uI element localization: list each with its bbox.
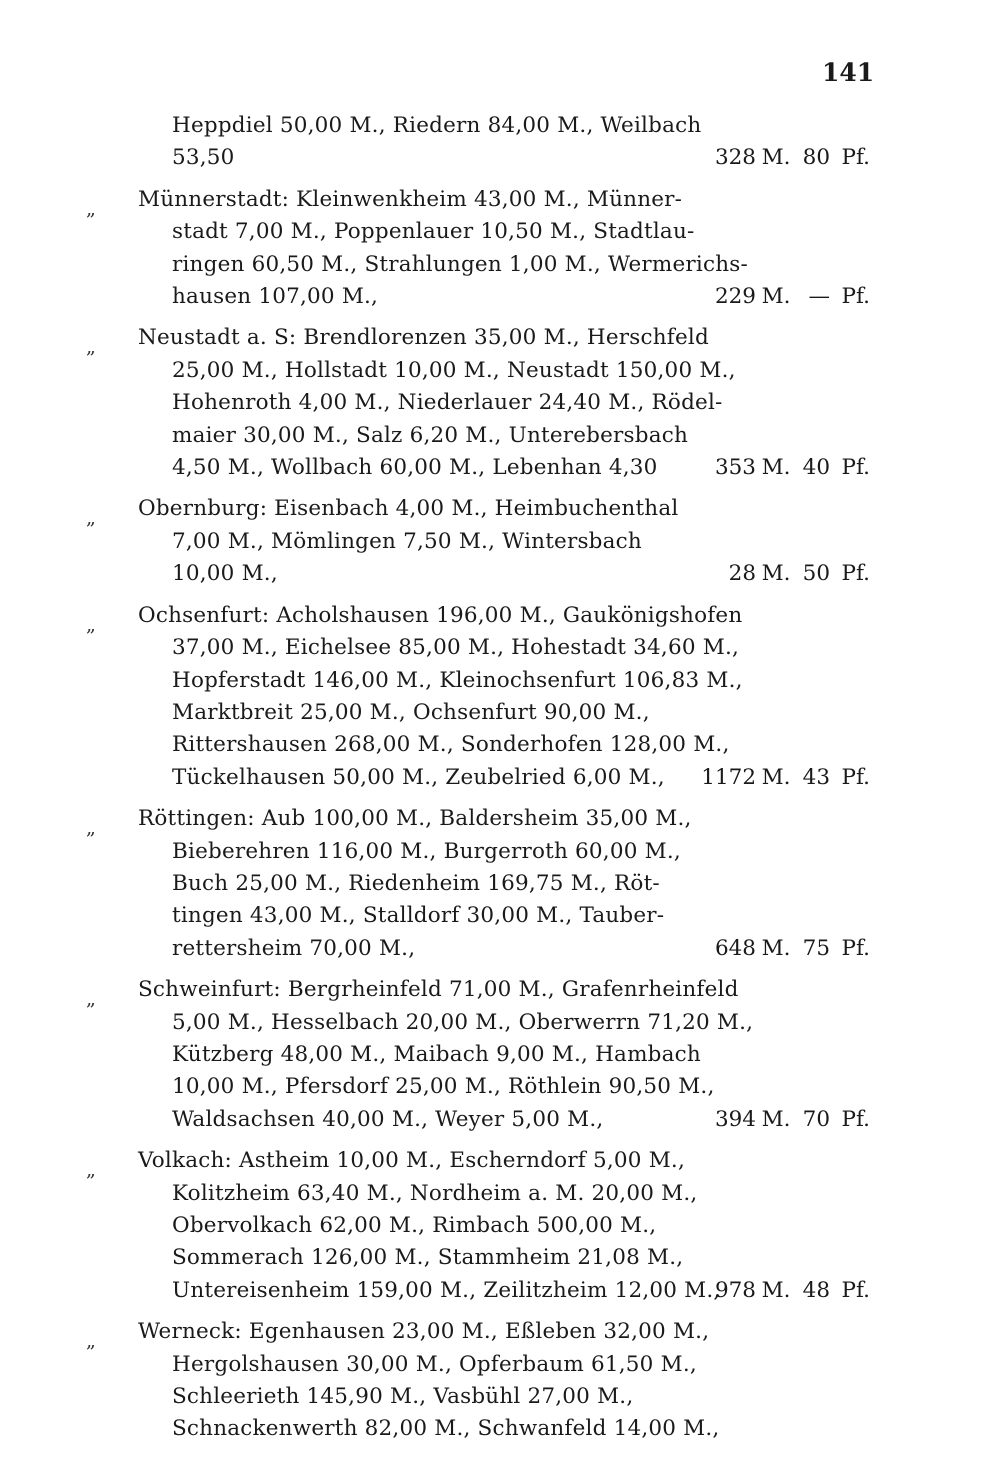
entry-line: Hohenroth 4,00 M., Niederlauer 24,40 M., Rödel-: [172, 390, 723, 416]
ditto-mark: „: [86, 988, 96, 1011]
entry-text: [138, 493, 678, 590]
pfennig-unit: Pf.: [841, 145, 870, 171]
district-entry: [82, 493, 882, 590]
entry-amount: [694, 558, 870, 590]
entry-line: Kolitzheim 63,40 M., Nordheim a. M. 20,00 M.,: [172, 1180, 698, 1206]
amount-marks: 978: [714, 1277, 756, 1303]
pfennig-unit: Pf.: [841, 764, 870, 790]
entry-line: Obervolkach 62,00 M., Rimbach 500,00 M.,: [172, 1213, 657, 1238]
mark-unit: M.: [761, 455, 791, 481]
amount-pfennig: 48: [802, 1277, 830, 1303]
ditto-mark: „: [86, 1330, 96, 1353]
entry-amount: [694, 452, 870, 484]
entry-line: Tückelhausen 50,00 M., Zeubelried 6,00 M.,: [172, 764, 665, 790]
entry-line: 10,00 M., Pfersdorf 25,00 M., Röthlein 90,50 M.,: [172, 1074, 715, 1100]
amount-pfennig: 70: [802, 1106, 830, 1132]
district-entry: [82, 110, 882, 175]
entry-line: 25,00 M., Hollstadt 10,00 M., Neustadt 150,00 M.,: [172, 357, 736, 383]
entry-line: 7,00 M., Mömlingen 7,50 M., Wintersbach: [172, 528, 642, 554]
district-entry: [82, 1316, 882, 1446]
pfennig-unit: Pf.: [841, 1277, 870, 1303]
entry-text: [138, 803, 692, 965]
mark-unit: M.: [761, 1106, 791, 1132]
pfennig-unit: Pf.: [841, 455, 870, 481]
page-number: 141: [822, 58, 875, 87]
amount-marks: 353: [714, 455, 756, 481]
entry-amount: [694, 762, 870, 794]
amount-pfennig: 80: [802, 145, 830, 171]
entry-amount: [694, 281, 870, 313]
ditto-mark: „: [86, 197, 96, 220]
entry-line: Volkach: Astheim 10,00 M., Escherndorf 5,00 M.,: [138, 1148, 685, 1174]
entry-line: Hopferstadt 146,00 M., Kleinochsenfurt 106,83 M.,: [172, 667, 743, 693]
entry-line: Rittershausen 268,00 M., Sonderhofen 128,00 M.,: [172, 732, 730, 758]
mark-unit: M.: [761, 561, 791, 587]
mark-unit: M.: [761, 764, 791, 790]
entry-line: 53,50: [172, 145, 235, 171]
entry-text: [138, 110, 702, 175]
pfennig-unit: Pf.: [841, 935, 870, 961]
entry-line: Werneck: Egenhausen 23,00 M., Eßleben 32,00 M.,: [138, 1319, 710, 1345]
entry-amount: [694, 1104, 870, 1136]
pfennig-unit: Pf.: [841, 284, 870, 310]
amount-pfennig: —: [808, 284, 830, 310]
entry-line: 4,50 M., Wollbach 60,00 M., Lebenhan 4,30: [172, 455, 658, 481]
district-entry: [82, 803, 882, 965]
entry-line: Kützberg 48,00 M., Maibach 9,00 M., Hambach: [172, 1041, 701, 1067]
entry-line: Buch 25,00 M., Riedenheim 169,75 M., Röt-: [172, 870, 660, 896]
entry-line: Sommerach 126,00 M., Stammheim 21,08 M.,: [172, 1245, 684, 1271]
entry-line: Heppdiel 50,00 M., Riedern 84,00 M., Weilbach: [172, 113, 702, 138]
amount-marks: 328: [714, 145, 756, 171]
ditto-mark: „: [86, 336, 96, 359]
amount-marks: 648: [714, 935, 756, 961]
ditto-mark: „: [86, 613, 96, 636]
entry-line: Schweinfurt: Bergrheinfeld 71,00 M., Grafenrheinfeld: [138, 977, 739, 1003]
mark-unit: M.: [761, 145, 791, 171]
entry-line: Bieberehren 116,00 M., Burgerroth 60,00 M.,: [172, 838, 681, 864]
mark-unit: M.: [761, 284, 791, 310]
pfennig-unit: Pf.: [841, 1106, 870, 1132]
entry-line: Hergolshausen 30,00 M., Opferbaum 61,50 M.,: [172, 1351, 697, 1377]
entry-amount: [694, 1275, 870, 1307]
ditto-mark: „: [86, 1159, 96, 1182]
district-entry: [82, 974, 882, 1136]
mark-unit: M.: [761, 935, 791, 961]
district-entry: [82, 184, 882, 314]
amount-pfennig: 50: [802, 561, 830, 587]
district-entry: [82, 1145, 882, 1307]
entry-line: tingen 43,00 M., Stalldorf 30,00 M., Tauber-: [172, 903, 665, 929]
amount-marks: 1172: [701, 764, 756, 790]
entry-line: rettersheim 70,00 M.,: [172, 935, 416, 961]
entry-line: Röttingen: Aub 100,00 M., Baldersheim 35,00 M.,: [138, 806, 692, 832]
district-entry: [82, 600, 882, 794]
amount-pfennig: 75: [802, 935, 830, 961]
entry-line: Waldsachsen 40,00 M., Weyer 5,00 M.,: [172, 1106, 604, 1132]
entry-line: Marktbreit 25,00 M., Ochsenfurt 90,00 M.,: [172, 699, 650, 725]
amount-marks: 229: [714, 284, 756, 310]
entry-line: stadt 7,00 M., Poppenlauer 10,50 M., Stadtlau-: [172, 219, 695, 245]
entry-line: 37,00 M., Eichelsee 85,00 M., Hohestadt 34,60 M.,: [172, 635, 740, 661]
ditto-mark: „: [86, 817, 96, 840]
pfennig-unit: Pf.: [841, 561, 870, 587]
entry-line: Untereisenheim 159,00 M., Zeilitzheim 12,00 M.,: [172, 1277, 721, 1303]
ditto-mark: „: [86, 507, 96, 530]
entry-text: [138, 1145, 721, 1307]
entry-line: Ochsenfurt: Acholshausen 196,00 M., Gaukönigshofen: [138, 602, 743, 628]
entry-line: Neustadt a. S: Brendlorenzen 35,00 M., Herschfeld: [138, 325, 709, 351]
amount-marks: 28: [728, 561, 756, 587]
entry-line: ringen 60,50 M., Strahlungen 1,00 M., Wermerichs-: [172, 251, 748, 277]
entry-line: 5,00 M., Hesselbach 20,00 M., Oberwerrn 71,20 M.,: [172, 1009, 754, 1035]
amount-marks: 394: [714, 1106, 756, 1132]
entry-line: Schleerieth 145,90 M., Vasbühl 27,00 M.,: [172, 1384, 634, 1410]
entry-line: Obernburg: Eisenbach 4,00 M., Heimbuchenthal: [138, 496, 679, 522]
entries-list: [82, 110, 882, 1455]
entry-text: [138, 1316, 720, 1446]
entry-amount: [694, 933, 870, 965]
amount-pfennig: 40: [802, 455, 830, 481]
entry-amount: [694, 142, 870, 174]
entry-line: hausen 107,00 M.,: [172, 284, 379, 310]
entry-line: maier 30,00 M., Salz 6,20 M., Unterebersbach: [172, 422, 689, 448]
mark-unit: M.: [761, 1277, 791, 1303]
amount-pfennig: 43: [802, 764, 830, 790]
entry-line: 10,00 M.,: [172, 561, 278, 587]
district-entry: [82, 322, 882, 484]
entry-line: Schnackenwerth 82,00 M., Schwanfeld 14,00 M.,: [172, 1416, 720, 1442]
entry-line: Münnerstadt: Kleinwenkheim 43,00 M., Münner-: [138, 186, 683, 212]
